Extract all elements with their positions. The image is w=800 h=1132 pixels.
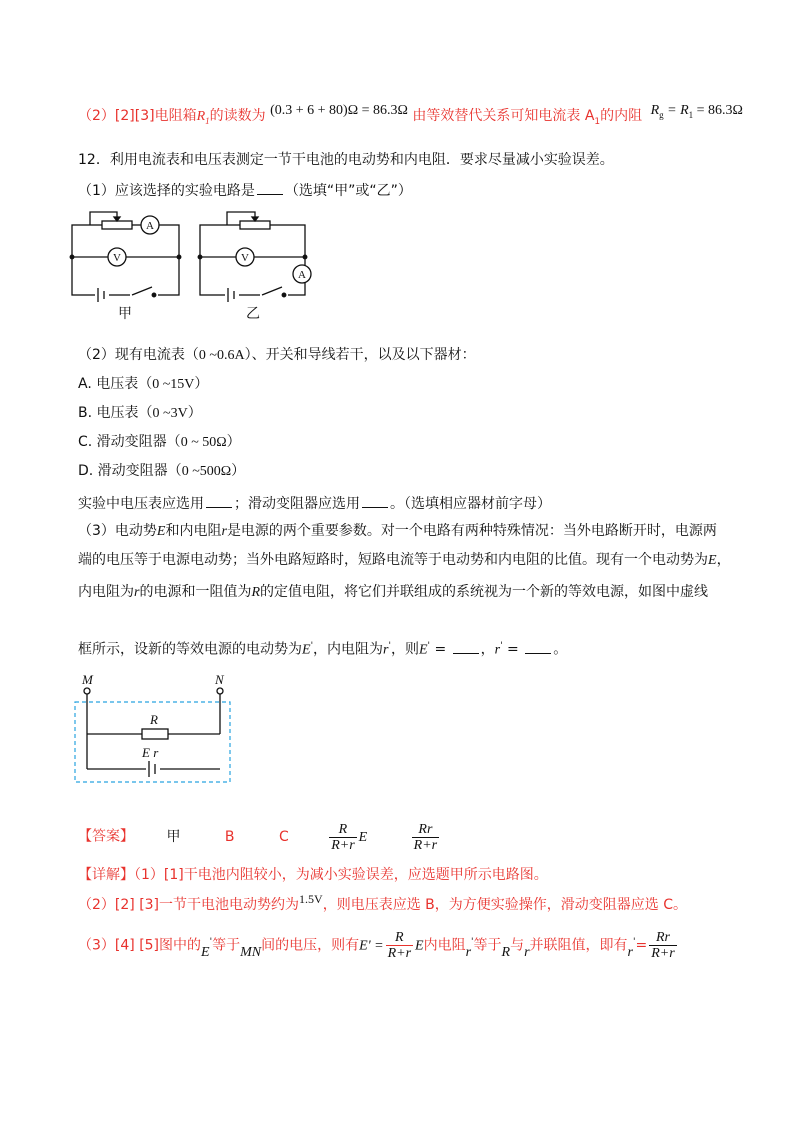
detail-line1: 【详解】（1）[1]干电池内阻较小，为减小实验误差，应选题甲所示电路图。 — [78, 867, 548, 883]
answer-1: 甲 — [166, 828, 181, 845]
part3-line2: 端的电压等于电源电动势；当外电路短路时，短路电流等于电动势和内电阻的比值。现有一个电动势为E， — [78, 552, 731, 568]
node-n: N — [215, 672, 224, 687]
prev-answer-expr: (0.3 + 6 + 80)Ω = 86.3Ω — [270, 103, 408, 118]
detail-line2: （2）[2] [3]一节干电池电动势约为1.5V，则电压表应选 B，为方便实验操作，滑动变阻器应选 C。 — [78, 892, 687, 913]
answer-4: $\frac{R}{R+r}$ E — [331, 822, 368, 853]
prev-answer-end: 的内阻 — [600, 108, 643, 124]
answer-blank-1 — [257, 180, 283, 195]
source-er: E r — [142, 745, 159, 760]
answer-3: C — [278, 828, 289, 845]
prev-answer-mid: 的读数为 — [209, 108, 266, 124]
prev-answer-prefix: （2）[2][3]电阻箱 — [78, 108, 197, 124]
sub-1: 1 — [205, 115, 210, 126]
option-b: B. 电压表（0 ~3V） — [78, 405, 202, 421]
answer-5: $\frac{Rr}{R+r}$ — [413, 822, 438, 853]
prev-answer-line — [78, 103, 743, 132]
sub-a1: 1 — [594, 116, 601, 127]
answer-blank-5 — [525, 639, 551, 654]
prev-answer-expr2: $R_g = R_1 = 86.3\Omega$ — [650, 103, 743, 120]
node-m: M — [82, 672, 93, 687]
circuit-jia — [70, 212, 181, 302]
option-c: C. 滑动变阻器（0 ~ 50Ω） — [78, 434, 241, 450]
part1-line: （1）应该选择的实验电路是 （选填“甲”或“乙”） — [78, 180, 412, 201]
equivalent-source-figure — [70, 672, 240, 787]
part3-line1: （3）电动势E和内电阻r是电源的两个重要参数。对一个电路有两种特殊情况：当外电路断开时，电源两 — [78, 523, 717, 539]
detail-line3: （3）[4] [5]图中的E'等于MN间的电压，则有E' = $\frac{R}{R+r}$ E内电阻r'等于R与r并联阻值，即有r'= $\frac{Rr}{R+r}$ — [78, 930, 675, 961]
answer-blank-3 — [362, 493, 388, 508]
part2-intro: （2）现有电流表（0 ~0.6A）、开关和导线若干，以及以下器材： — [78, 347, 476, 363]
option-d: D. 滑动变阻器（0 ~500Ω） — [78, 463, 246, 479]
meter-v-yi: V — [241, 252, 249, 264]
answer-2: B — [224, 828, 235, 845]
resistor-r: R — [150, 712, 158, 727]
circuit-diagrams — [60, 200, 320, 330]
label-yi: 乙 — [246, 306, 260, 322]
option-a: A. 电压表（0 ~15V） — [78, 376, 209, 392]
circuit-yi — [198, 212, 311, 302]
label-jia: 甲 — [118, 306, 132, 322]
meter-v-jia: V — [113, 252, 121, 264]
answer-blank-2 — [206, 493, 232, 508]
part3-line3: 内电阻为r的电源和一阻值为R的定值电阻，将它们并联组成的系统视为一个新的等效电源，如图中虚线 — [78, 584, 709, 600]
answer-line — [78, 822, 441, 853]
part2-question: 实验中电压表应选用 ；滑动变阻器应选用 。（选填相应器材前字母） — [78, 493, 551, 514]
answer-blank-4 — [453, 639, 479, 654]
part3-line4: 框所示，设新的等效电源的电动势为E'，内电阻为r'，则E' = ，r' = 。 — [78, 636, 567, 661]
meter-a-jia: A — [146, 220, 154, 232]
sym-r1: R — [196, 109, 206, 124]
meter-a-yi: A — [298, 269, 306, 281]
prev-answer-mid2: 由等效替代关系可知电流表 A — [412, 108, 595, 124]
question-stem: 12．利用电流表和电压表测定一节干电池的电动势和内电阻．要求尽量减小实验误差。 — [78, 152, 614, 168]
answer-label: 【答案】 — [78, 828, 134, 845]
